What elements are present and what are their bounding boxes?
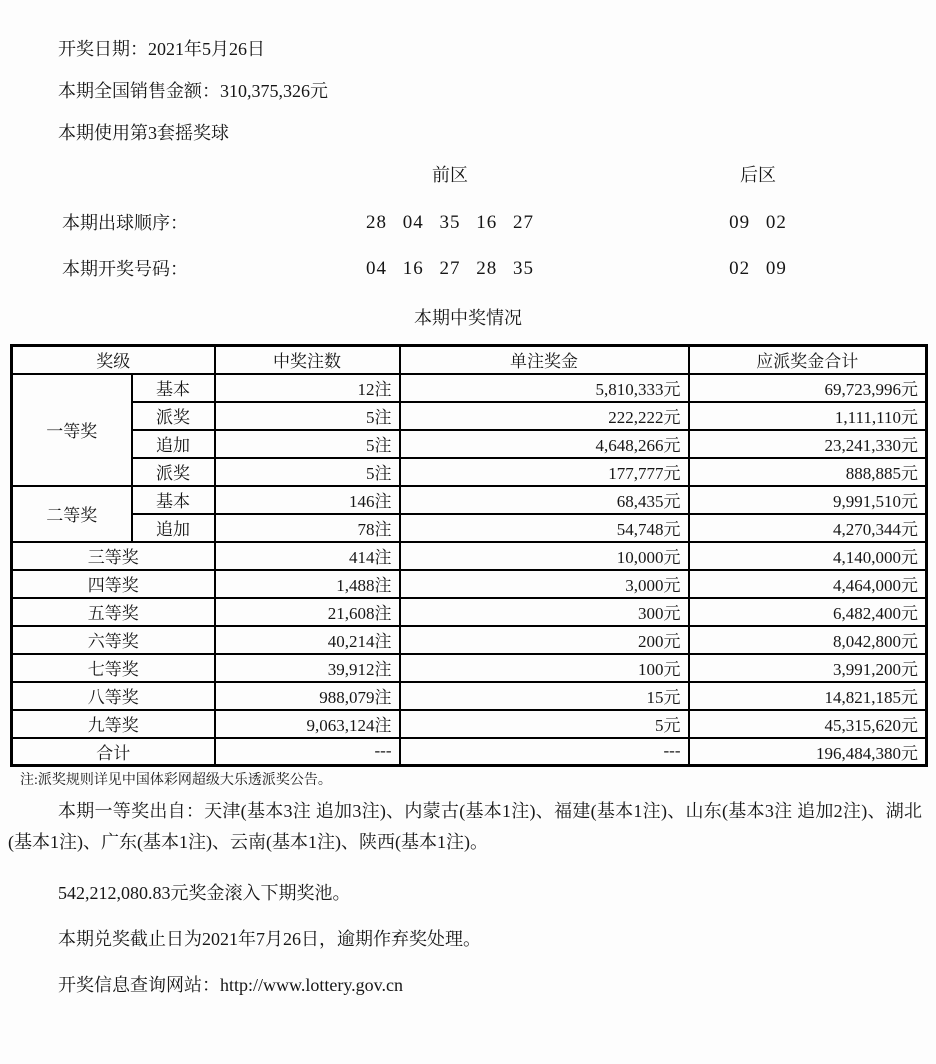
table-row	[12, 710, 927, 738]
cell-prize-level: 八等奖	[12, 682, 215, 710]
prize-table	[10, 344, 928, 767]
cell-count: 78注	[215, 514, 400, 542]
winning-numbers-front: 04 16 27 28 35	[366, 258, 534, 279]
winning-numbers-row	[0, 258, 936, 280]
draw-order-back-numbers: 09 02	[729, 212, 787, 233]
prize-table-title: 本期中奖情况	[414, 308, 522, 328]
table-row	[12, 402, 927, 430]
draw-order-front-numbers: 28 04 35 16 27	[366, 212, 534, 233]
table-row	[12, 430, 927, 458]
cell-prize: 200元	[400, 626, 689, 654]
cell-total: 3,991,200元	[689, 654, 927, 682]
cell-prize-level: 三等奖	[12, 542, 215, 570]
cell-total: 9,991,510元	[689, 486, 927, 514]
sales-amount-line: 本期全国销售金额：310,375,326元	[58, 81, 328, 101]
cell-total: 69,723,996元	[689, 374, 927, 402]
cell-count: 39,912注	[215, 654, 400, 682]
table-row	[12, 626, 927, 654]
cell-sub-type: 基本	[132, 486, 215, 514]
cell-prize: 3,000元	[400, 570, 689, 598]
cell-total: 14,821,185元	[689, 682, 927, 710]
cell-prize: 4,648,266元	[400, 430, 689, 458]
table-row	[12, 514, 927, 542]
cell-prize: 100元	[400, 654, 689, 682]
cell-count: 5注	[215, 430, 400, 458]
number-zones-section	[0, 164, 936, 280]
cell-sub-type: 追加	[132, 430, 215, 458]
table-row-total	[12, 738, 927, 766]
cell-prize: 5,810,333元	[400, 374, 689, 402]
cell-total: 4,140,000元	[689, 542, 927, 570]
cell-count: 9,063,124注	[215, 710, 400, 738]
header-single-prize: 单注奖金	[400, 346, 689, 374]
table-header-row	[12, 346, 927, 374]
cell-count: 988,079注	[215, 682, 400, 710]
cell-prize-level: 四等奖	[12, 570, 215, 598]
cell-count: 21,608注	[215, 598, 400, 626]
deadline-line: 本期兑奖截止日为2021年7月26日，逾期作弃奖处理。	[58, 929, 481, 949]
cell-sub-type: 追加	[132, 514, 215, 542]
header-prize-level: 奖级	[12, 346, 215, 374]
cell-count: 5注	[215, 458, 400, 486]
cell-prize: 68,435元	[400, 486, 689, 514]
cell-count: ---	[215, 738, 400, 766]
zone-header-spacer	[0, 164, 300, 186]
cell-total: 1,111,110元	[689, 402, 927, 430]
cell-prize-level: 合计	[12, 738, 215, 766]
cell-total: 4,464,000元	[689, 570, 927, 598]
cell-total: 6,482,400元	[689, 598, 927, 626]
website-line: 开奖信息查询网站：http://www.lottery.gov.cn	[58, 975, 403, 995]
zone-header-row	[0, 164, 936, 186]
cell-total: 888,885元	[689, 458, 927, 486]
cell-total: 4,270,344元	[689, 514, 927, 542]
cell-prize: 222,222元	[400, 402, 689, 430]
table-row	[12, 654, 927, 682]
cell-sub-type: 派奖	[132, 458, 215, 486]
winning-numbers-back: 02 09	[729, 258, 787, 279]
table-row	[12, 486, 927, 514]
cell-total: 196,484,380元	[689, 738, 927, 766]
cell-sub-type: 派奖	[132, 402, 215, 430]
cell-prize: 177,777元	[400, 458, 689, 486]
draw-order-row	[0, 212, 936, 234]
draw-order-label: 本期出球顺序：	[62, 213, 188, 233]
cell-count: 5注	[215, 402, 400, 430]
cell-total: 23,241,330元	[689, 430, 927, 458]
cell-prize: 5元	[400, 710, 689, 738]
header-info-block	[58, 0, 936, 144]
cell-count: 1,488注	[215, 570, 400, 598]
cell-prize-level: 五等奖	[12, 598, 215, 626]
cell-prize: 15元	[400, 682, 689, 710]
cell-prize-level: 七等奖	[12, 654, 215, 682]
cell-prize: 300元	[400, 598, 689, 626]
cell-prize-level: 九等奖	[12, 710, 215, 738]
header-winning-bets: 中奖注数	[215, 346, 400, 374]
back-zone-label: 后区	[740, 165, 776, 185]
cell-prize: 10,000元	[400, 542, 689, 570]
cell-prize: 54,748元	[400, 514, 689, 542]
cell-total: 45,315,620元	[689, 710, 927, 738]
table-row	[12, 458, 927, 486]
cell-count: 146注	[215, 486, 400, 514]
front-zone-label: 前区	[432, 165, 468, 185]
cell-total: 8,042,800元	[689, 626, 927, 654]
cell-prize-group: 二等奖	[12, 486, 132, 542]
note-rule: 注:派奖规则详见中国体彩网超级大乐透派奖公告。	[20, 773, 332, 788]
draw-date-line: 开奖日期：2021年5月26日	[58, 39, 265, 59]
cell-sub-type: 基本	[132, 374, 215, 402]
table-row	[12, 542, 927, 570]
table-row	[12, 682, 927, 710]
cell-prize-level: 六等奖	[12, 626, 215, 654]
cell-count: 414注	[215, 542, 400, 570]
cell-count: 40,214注	[215, 626, 400, 654]
cell-count: 12注	[215, 374, 400, 402]
table-row	[12, 374, 927, 402]
cell-prize: ---	[400, 738, 689, 766]
header-total-prize: 应派奖金合计	[689, 346, 927, 374]
winning-numbers-label: 本期开奖号码：	[62, 259, 188, 279]
ball-set-line: 本期使用第3套摇奖球	[58, 123, 229, 143]
rollover-line: 542,212,080.83元奖金滚入下期奖池。	[58, 883, 351, 903]
first-prize-origin: 本期一等奖出自：天津(基本3注 追加3注)、内蒙古(基本1注)、福建(基本1注)、山东(基本3注 追加2注)、湖北(基本1注)、广东(基本1注)、云南(基本1注)、陕西(基本1注)。	[8, 801, 922, 852]
table-row	[12, 570, 927, 598]
table-row	[12, 598, 927, 626]
cell-prize-group: 一等奖	[12, 374, 132, 486]
